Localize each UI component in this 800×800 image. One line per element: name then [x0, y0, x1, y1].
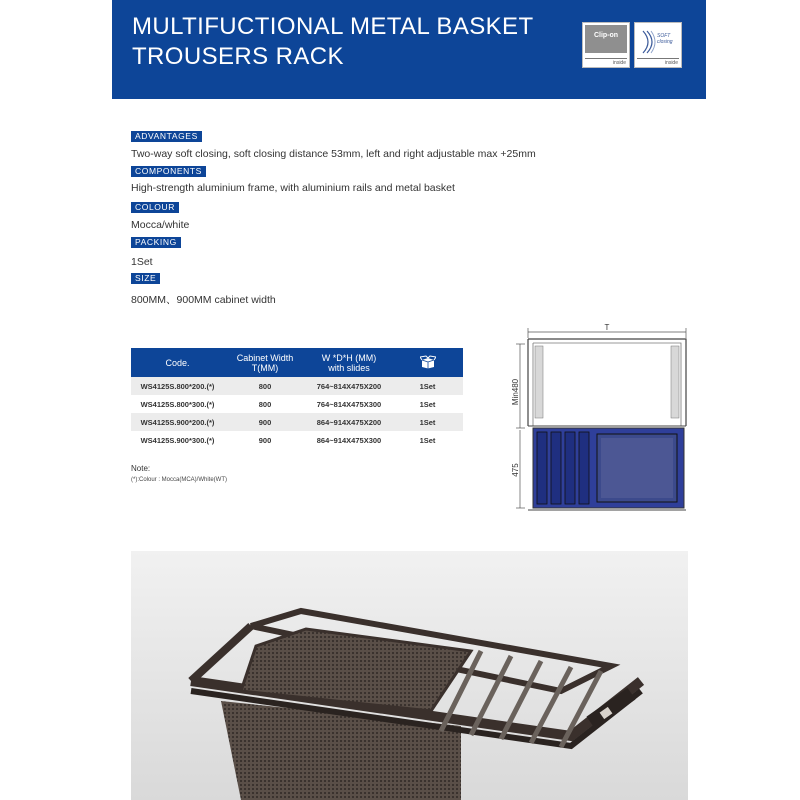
section-label-colour: COLOUR [131, 202, 179, 213]
height-label: Min480 [511, 378, 520, 406]
cell-pack: 1Set [419, 435, 436, 445]
section-label-packing: PACKING [131, 237, 181, 248]
closing-label: closing [657, 39, 673, 45]
header-banner [112, 0, 706, 99]
cell-code: WS4125S.800*300.(*) [140, 399, 215, 409]
cell-width: 800 [258, 381, 272, 391]
table-row [131, 395, 463, 413]
table-row [131, 377, 463, 395]
section-label-size: SIZE [131, 273, 160, 284]
header-width-line2: T(MM) [251, 362, 279, 373]
cell-dims: 864~914X475X200 [316, 417, 382, 427]
cell-width: 800 [258, 399, 272, 409]
cell-code: WS4125S.900*200.(*) [140, 417, 215, 427]
cell-dims: 864~914X475X300 [316, 435, 382, 445]
clip-on-label: Clip-on [585, 25, 627, 53]
header-dim-line2: with slides [328, 362, 370, 373]
page-title [132, 12, 534, 72]
table-header-row [131, 348, 463, 377]
cell-dims: 764~814X475X300 [316, 399, 382, 409]
note-text: (*):Colour : Mocca(MCA)/White(WT) [131, 477, 228, 483]
cell-width: 900 [258, 417, 272, 427]
badge-divider [637, 58, 679, 59]
soft-inside-label: inside [664, 60, 678, 66]
section-text-components: High-strength aluminium frame, with aluminium rails and metal basket [131, 182, 455, 194]
cell-width: 900 [258, 435, 272, 445]
spec-table [131, 348, 463, 449]
section-text-colour: Mocca/white [131, 219, 190, 231]
section-text-advantages: Two-way soft closing, soft closing distance 53mm, left and right adjustable max +25mm [131, 148, 536, 160]
cell-code: WS4125S.900*300.(*) [140, 435, 215, 445]
header-width-line1: Cabinet Width [236, 352, 294, 363]
badge-divider [585, 58, 627, 59]
width-label: T [604, 323, 610, 332]
header-cabinet-width [224, 348, 306, 377]
soft-closing-icon [639, 29, 657, 55]
cell-code: WS4125S.800*200.(*) [140, 381, 215, 391]
table-row [131, 413, 463, 431]
box-icon [420, 355, 436, 369]
section-label-advantages: ADVANTAGES [131, 131, 202, 142]
title-line-1: MULTIFUCTIONAL METAL BASKET [132, 13, 534, 40]
header-dimensions [306, 348, 392, 377]
product-photo [131, 551, 688, 800]
header-code: Code. [165, 357, 190, 368]
depth-label: 475 [511, 463, 520, 477]
cell-dims: 764~814X475X200 [316, 381, 382, 391]
dimension-diagram [505, 320, 705, 520]
soft-closing-badge [634, 22, 682, 68]
title-line-2: TROUSERS RACK [132, 43, 344, 70]
section-label-components: COMPONENTS [131, 166, 206, 177]
header-package [392, 348, 463, 377]
cell-pack: 1Set [419, 417, 436, 427]
cell-pack: 1Set [419, 381, 436, 391]
cabinet-frame [528, 339, 686, 426]
header-dim-line1: W *D*H (MM) [321, 352, 377, 363]
section-text-size: 800MM、900MM cabinet width [131, 294, 276, 306]
clip-on-inside-label: inside [612, 60, 626, 66]
note-title: Note: [131, 464, 151, 473]
soft-label: SOFT [657, 33, 671, 39]
clip-on-badge [582, 22, 630, 68]
cell-pack: 1Set [419, 399, 436, 409]
section-text-packing: 1Set [131, 256, 153, 268]
soft-closing-text [657, 33, 673, 45]
table-row [131, 431, 463, 449]
